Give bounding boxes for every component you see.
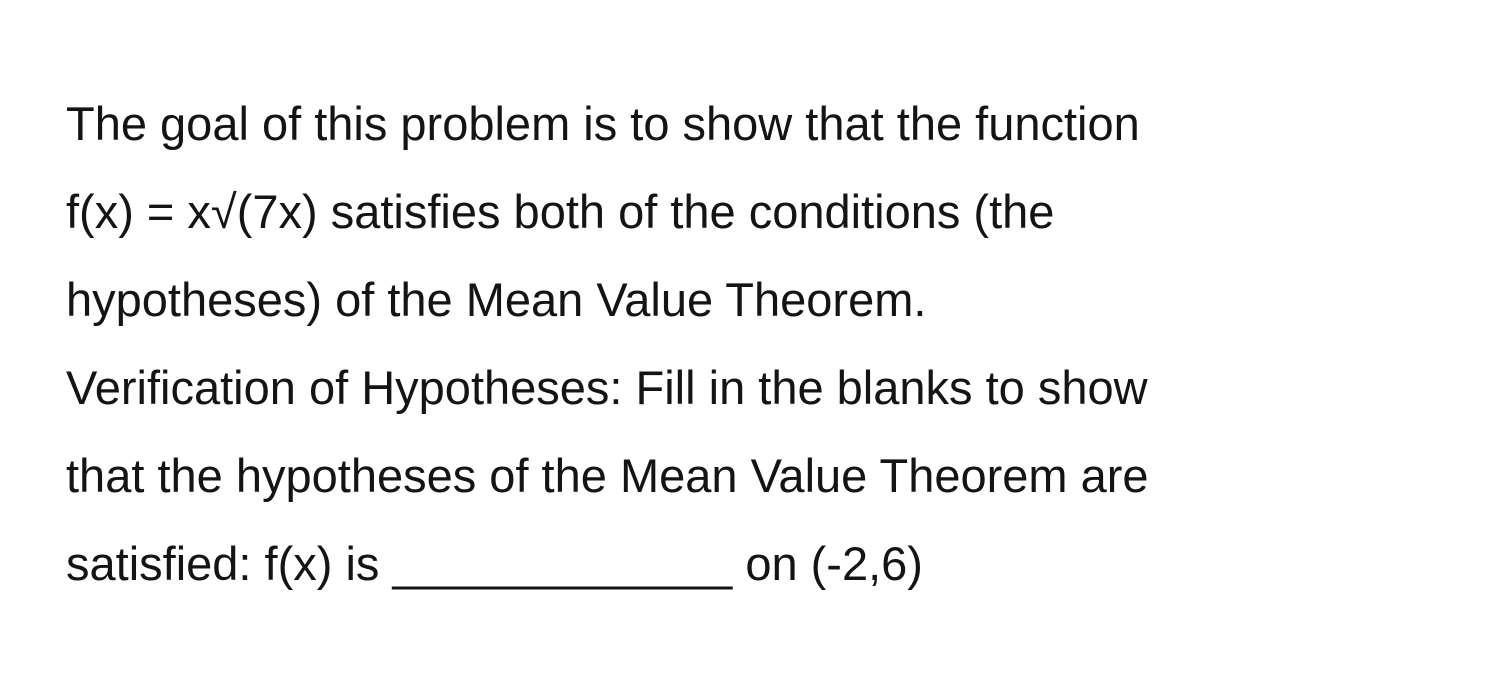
text-line-3: hypotheses) of the Mean Value Theorem. [66,273,927,326]
text-line-5: that the hypotheses of the Mean Value Theorem are [66,449,1149,502]
problem-text [66,80,1466,608]
text-line-4: Verification of Hypotheses: Fill in the blanks to show [66,361,1148,414]
text-line-2: f(x) = x√(7x) satisfies both of the conditions (the [66,185,1055,238]
text-line-6: satisfied: f(x) is _____________ on (-2,6) [66,537,923,590]
text-line-1: The goal of this problem is to show that the function [66,97,1140,150]
